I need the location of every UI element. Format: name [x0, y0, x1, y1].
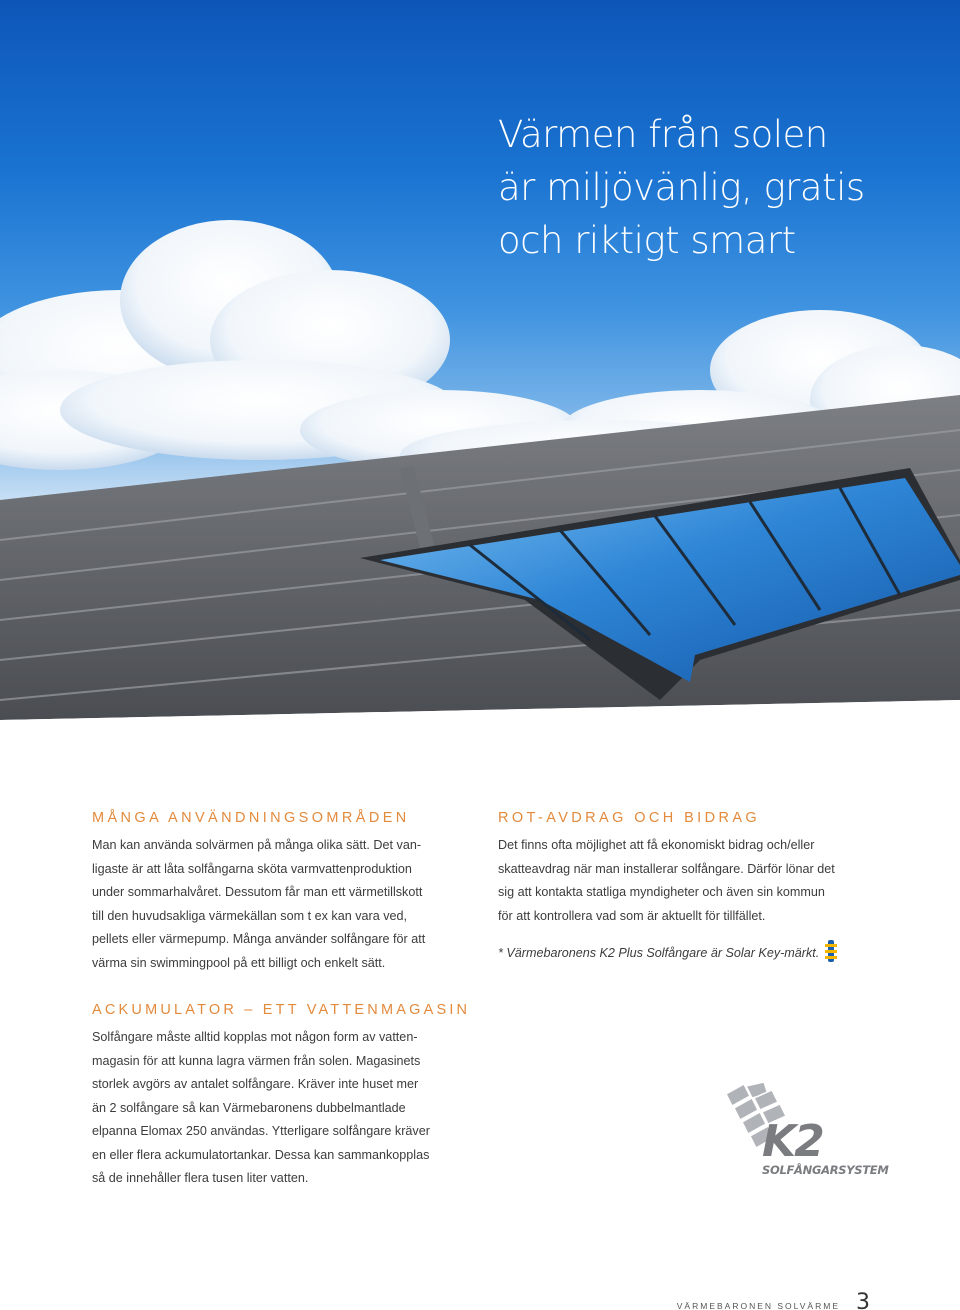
section-heading: MÅNGA ANVÄNDNINGSOMRÅDEN	[92, 810, 410, 826]
body-line: storlek avgörs av antalet solfångare. Kräver inte huset mer	[92, 1077, 419, 1091]
body-line: pellets eller värmepump. Många använder solfångare för att	[92, 932, 426, 946]
body-line: Det finns ofta möjlighet att få ekonomiskt bidrag och/eller	[498, 838, 815, 852]
section-heading: ACKUMULATOR – ETT VATTENMAGASIN	[92, 1002, 471, 1018]
hero-title-line: Värmen från solen	[498, 113, 828, 156]
body-line: sig att kontakta statliga myndigheter och även sin kommun	[498, 885, 825, 899]
body-line: Solfångare måste alltid kopplas mot någon form av vatten-	[92, 1030, 418, 1044]
section-rot-avdrag	[498, 810, 870, 965]
note-text: * Värmebaronens K2 Plus Solfångare är Solar Key-märkt.	[498, 945, 820, 960]
section-ackumulator	[92, 1002, 471, 1191]
footer-brand: VÄRMEBARONEN SOLVÄRME	[676, 1301, 840, 1310]
body-line: än 2 solfångare så kan Värmebaronens dubbelmantlade	[92, 1100, 406, 1115]
body-line: en eller flera ackumulatortankar. Dessa kan sammankopplas	[92, 1147, 430, 1162]
page-footer	[677, 1290, 870, 1310]
hero-title-line: och riktigt smart	[498, 219, 796, 262]
body-line: värma sin swimmingpool på ett billigt och enkelt sätt.	[92, 955, 386, 970]
body-line: Man kan använda solvärmen på många olika sätt. Det van-	[92, 838, 422, 852]
k2-logo	[722, 1080, 889, 1180]
section-body	[92, 834, 464, 975]
section-manga-anvandningsomraden	[92, 810, 464, 975]
body-line: under sommarhalvåret. Dessutom får man ett värmetillskott	[92, 885, 423, 899]
solar-key-note	[498, 940, 870, 965]
section-heading: ROT-AVDRAG OCH BIDRAG	[498, 810, 761, 826]
section-body	[498, 834, 870, 928]
body-line: till den huvudsakliga värmekällan som t ex kan vara ved,	[92, 908, 408, 923]
hero-title	[498, 108, 938, 267]
body-line: magasin för att kunna lagra värmen från solen. Magasinets	[92, 1053, 421, 1068]
body-line: så de innehåller flera tusen liter vatten.	[92, 1171, 309, 1185]
logo-subtitle: SOLFÅNGARSYSTEM	[762, 1163, 889, 1177]
body-line: för att kontrollera vad som är aktuellt för tillfället.	[498, 908, 766, 923]
hero-title-line: är miljövänlig, gratis	[498, 166, 865, 209]
solar-key-icon	[825, 940, 837, 965]
body-line: elpanna Elomax 250 användas. Ytterligare solfångare kräver	[92, 1124, 430, 1138]
page-number: 3	[856, 1290, 870, 1310]
body-line: ligaste är att låta solfångarna sköta varmvattenproduktion	[92, 861, 412, 876]
body-line: skatteavdrag när man installerar solfångare. Därför lönar det	[498, 861, 835, 876]
section-body	[92, 1026, 464, 1191]
logo-mark: K2	[762, 1116, 823, 1167]
